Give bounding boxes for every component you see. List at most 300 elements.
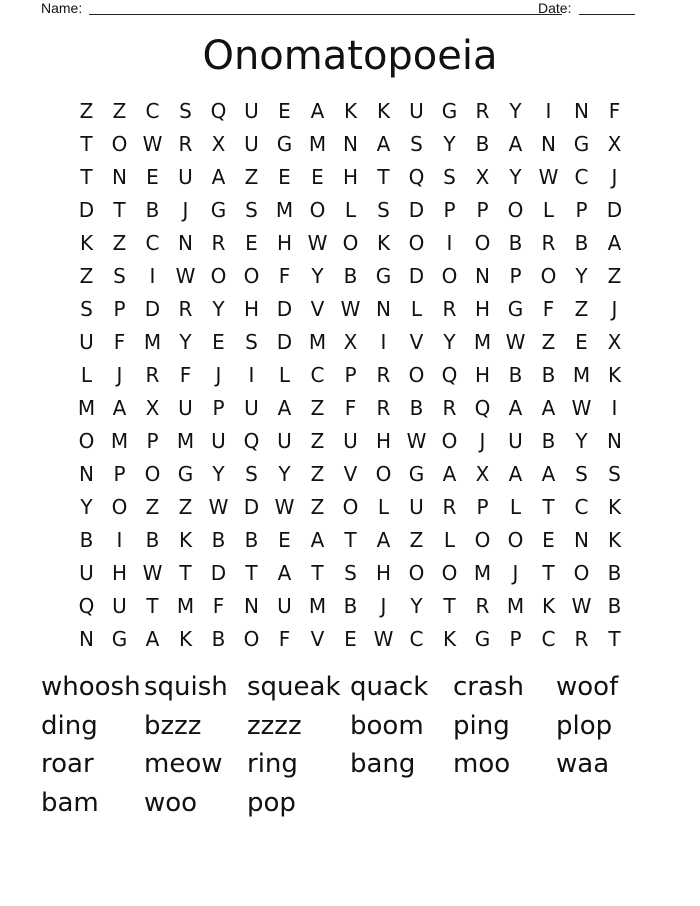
grid-letter: R [211, 231, 226, 255]
grid-letter: D [408, 198, 425, 222]
word-bank-item: zzzz [247, 710, 302, 741]
grid-letter: N [574, 99, 589, 123]
grid-letter: U [508, 429, 523, 453]
grid-letter: O [474, 231, 491, 255]
grid-letter: W [538, 165, 559, 189]
grid-letter: H [474, 363, 491, 387]
grid-letter: R [178, 297, 193, 321]
grid-letter: J [611, 297, 618, 321]
grid-letter: E [146, 165, 159, 189]
grid-row [70, 524, 630, 557]
date-label: Date: [538, 0, 572, 16]
word-bank-item: bam [41, 787, 99, 818]
grid-letter: D [606, 198, 623, 222]
word-bank-item: ping [453, 710, 510, 741]
grid-letter: N [112, 165, 127, 189]
grid-letter: X [475, 462, 490, 486]
grid-letter: L [278, 363, 291, 387]
grid-letter: K [178, 627, 193, 651]
grid-letter: Z [310, 396, 325, 420]
grid-letter: A [277, 396, 292, 420]
grid-letter: Z [541, 330, 556, 354]
grid-letter: W [373, 627, 394, 651]
grid-letter: W [307, 231, 328, 255]
grid-letter: P [509, 627, 522, 651]
grid-letter: Z [178, 495, 193, 519]
grid-letter: Z [79, 99, 94, 123]
grid-letter: S [245, 198, 258, 222]
grid-letter: U [79, 330, 94, 354]
grid-letter: T [542, 495, 555, 519]
grid-letter: L [443, 528, 456, 552]
grid-letter: J [215, 363, 222, 387]
grid-letter: H [474, 297, 491, 321]
grid-letter: F [179, 363, 192, 387]
word-bank-item: bzzz [144, 710, 202, 741]
grid-row [70, 128, 630, 161]
grid-letter: O [441, 264, 458, 288]
grid-letter: K [607, 528, 622, 552]
grid-letter: N [376, 297, 391, 321]
worksheet-header [41, 0, 635, 16]
grid-letter: U [244, 132, 259, 156]
grid-letter: A [508, 462, 523, 486]
grid-letter: P [113, 297, 126, 321]
grid-letter: U [343, 429, 358, 453]
grid-letter: O [441, 561, 458, 585]
grid-row [70, 623, 630, 656]
grid-letter: G [210, 198, 227, 222]
grid-letter: S [113, 264, 126, 288]
grid-letter: M [572, 363, 591, 387]
grid-letter: L [542, 198, 555, 222]
grid-letter: P [509, 264, 522, 288]
grid-letter: F [608, 99, 621, 123]
grid-letter: K [607, 495, 622, 519]
grid-letter: Y [575, 264, 588, 288]
grid-letter: P [443, 198, 456, 222]
grid-letter: D [408, 264, 425, 288]
grid-letter: B [409, 396, 424, 420]
grid-letter: H [243, 297, 260, 321]
word-bank-item: squeak [247, 672, 341, 702]
word-bank-item: bang [350, 749, 416, 779]
grid-letter: F [542, 297, 555, 321]
grid-letter: O [408, 363, 425, 387]
grid-letter: W [175, 264, 196, 288]
word-bank-item: woof [556, 672, 619, 702]
grid-letter: A [607, 231, 622, 255]
grid-letter: E [542, 528, 555, 552]
grid-letter: B [211, 627, 226, 651]
word-bank-item: whoosh [41, 672, 141, 702]
grid-letter: A [310, 528, 325, 552]
word-bank-row [41, 707, 681, 746]
date-line [579, 14, 635, 15]
grid-letter: W [505, 330, 526, 354]
grid-letter: R [145, 363, 160, 387]
grid-letter: I [149, 264, 156, 288]
grid-letter: Z [310, 429, 325, 453]
grid-letter: K [376, 99, 391, 123]
grid-letter: A [277, 561, 292, 585]
grid-letter: H [375, 561, 392, 585]
word-bank-item: crash [453, 672, 524, 702]
grid-letter: B [508, 363, 523, 387]
grid-letter: X [211, 132, 226, 156]
grid-letter: T [146, 594, 159, 618]
grid-letter: O [540, 264, 557, 288]
grid-row [70, 161, 630, 194]
grid-letter: B [244, 528, 259, 552]
grid-letter: P [344, 363, 357, 387]
grid-letter: X [343, 330, 358, 354]
grid-letter: F [278, 627, 291, 651]
grid-letter: N [244, 594, 259, 618]
grid-letter: Y [278, 462, 291, 486]
grid-letter: Y [443, 132, 456, 156]
grid-letter: N [607, 429, 622, 453]
grid-letter: L [344, 198, 357, 222]
grid-letter: A [541, 462, 556, 486]
grid-letter: H [342, 165, 359, 189]
grid-letter: E [278, 165, 291, 189]
grid-letter: Z [409, 528, 424, 552]
grid-letter: V [343, 462, 358, 486]
grid-letter: A [310, 99, 325, 123]
word-bank-item: ring [247, 749, 298, 779]
grid-letter: O [111, 132, 128, 156]
grid-letter: Y [311, 264, 324, 288]
grid-letter: N [475, 264, 490, 288]
grid-letter: E [278, 528, 291, 552]
grid-letter: O [342, 231, 359, 255]
grid-letter: O [375, 462, 392, 486]
grid-letter: C [574, 165, 589, 189]
grid-letter: R [442, 297, 457, 321]
grid-letter: X [607, 330, 622, 354]
grid-letter: Z [145, 495, 160, 519]
grid-letter: Z [244, 165, 259, 189]
grid-letter: W [142, 132, 163, 156]
grid-letter: U [244, 99, 259, 123]
grid-letter: D [210, 561, 227, 585]
grid-letter: Y [509, 165, 522, 189]
grid-letter: Y [443, 330, 456, 354]
grid-letter: B [541, 363, 556, 387]
grid-letter: T [377, 165, 390, 189]
grid-letter: O [342, 495, 359, 519]
grid-letter: G [441, 99, 458, 123]
grid-letter: S [443, 165, 456, 189]
grid-letter: O [309, 198, 326, 222]
grid-letter: S [245, 330, 258, 354]
grid-letter: B [343, 264, 358, 288]
word-bank-row [41, 668, 681, 707]
grid-letter: S [608, 462, 621, 486]
grid-row [70, 293, 630, 326]
grid-letter: N [79, 627, 94, 651]
grid-letter: O [474, 528, 491, 552]
grid-letter: Q [78, 594, 95, 618]
grid-letter: D [78, 198, 95, 222]
grid-letter: C [145, 99, 160, 123]
grid-letter: Y [80, 495, 93, 519]
grid-letter: A [508, 396, 523, 420]
grid-letter: B [343, 594, 358, 618]
grid-letter: O [243, 627, 260, 651]
grid-letter: Y [509, 99, 522, 123]
grid-letter: W [208, 495, 229, 519]
grid-letter: C [310, 363, 325, 387]
grid-letter: F [113, 330, 126, 354]
grid-letter: C [541, 627, 556, 651]
grid-letter: U [277, 594, 292, 618]
word-bank-item: roar [41, 749, 94, 779]
word-bank-item: meow [144, 749, 223, 779]
grid-letter: O [408, 561, 425, 585]
grid-row [70, 425, 630, 458]
grid-letter: B [475, 132, 490, 156]
grid-letter: U [112, 594, 127, 618]
grid-letter: J [512, 561, 519, 585]
grid-letter: B [508, 231, 523, 255]
grid-letter: P [146, 429, 159, 453]
grid-letter: C [574, 495, 589, 519]
grid-letter: C [145, 231, 160, 255]
grid-letter: R [475, 594, 490, 618]
grid-letter: L [410, 297, 423, 321]
grid-letter: O [210, 264, 227, 288]
grid-letter: S [179, 99, 192, 123]
grid-letter: B [211, 528, 226, 552]
grid-letter: O [441, 429, 458, 453]
grid-letter: N [79, 462, 94, 486]
grid-letter: X [475, 165, 490, 189]
grid-letter: Z [607, 264, 622, 288]
grid-letter: U [277, 429, 292, 453]
grid-letter: I [380, 330, 387, 354]
grid-letter: G [111, 627, 128, 651]
grid-letter: R [541, 231, 556, 255]
grid-letter: O [243, 264, 260, 288]
grid-letter: W [406, 429, 427, 453]
grid-letter: O [78, 429, 95, 453]
grid-letter: D [243, 495, 260, 519]
grid-letter: T [80, 132, 93, 156]
grid-letter: W [571, 396, 592, 420]
grid-letter: O [507, 528, 524, 552]
grid-letter: B [607, 594, 622, 618]
grid-letter: N [574, 528, 589, 552]
grid-letter: M [176, 429, 195, 453]
grid-letter: R [376, 363, 391, 387]
grid-letter: K [376, 231, 391, 255]
grid-letter: J [479, 429, 486, 453]
grid-letter: D [144, 297, 161, 321]
grid-letter: M [143, 330, 162, 354]
word-bank [41, 668, 681, 822]
grid-letter: G [375, 264, 392, 288]
grid-letter: F [278, 264, 291, 288]
grid-letter: M [308, 330, 327, 354]
name-label: Name: [41, 0, 83, 16]
grid-letter: U [244, 396, 259, 420]
grid-letter: J [182, 198, 189, 222]
grid-letter: Y [212, 462, 225, 486]
grid-letter: Q [210, 99, 227, 123]
grid-letter: I [611, 396, 618, 420]
grid-letter: B [145, 528, 160, 552]
grid-row [70, 95, 630, 128]
grid-letter: K [442, 627, 457, 651]
grid-letter: N [541, 132, 556, 156]
word-bank-item: moo [453, 749, 511, 779]
grid-row [70, 491, 630, 524]
grid-letter: C [409, 627, 424, 651]
name-line [89, 14, 562, 15]
word-bank-item: boom [350, 710, 424, 741]
grid-letter: K [607, 363, 622, 387]
grid-letter: A [376, 132, 391, 156]
grid-letter: I [545, 99, 552, 123]
grid-letter: E [311, 165, 324, 189]
grid-row [70, 557, 630, 590]
grid-letter: P [476, 198, 489, 222]
grid-row [70, 359, 630, 392]
grid-letter: E [212, 330, 225, 354]
grid-letter: Y [212, 297, 225, 321]
grid-letter: J [611, 165, 618, 189]
grid-letter: R [574, 627, 589, 651]
grid-letter: T [179, 561, 192, 585]
grid-letter: M [473, 561, 492, 585]
grid-letter: Z [310, 462, 325, 486]
grid-letter: B [607, 561, 622, 585]
grid-letter: M [308, 132, 327, 156]
grid-letter: E [575, 330, 588, 354]
grid-letter: E [344, 627, 357, 651]
grid-row [70, 194, 630, 227]
grid-letter: M [77, 396, 96, 420]
grid-letter: K [79, 231, 94, 255]
grid-letter: G [276, 132, 293, 156]
grid-letter: Z [310, 495, 325, 519]
grid-letter: Q [441, 363, 458, 387]
grid-letter: M [506, 594, 525, 618]
grid-letter: H [375, 429, 392, 453]
grid-letter: S [575, 462, 588, 486]
grid-letter: A [541, 396, 556, 420]
grid-letter: A [508, 132, 523, 156]
grid-letter: Q [408, 165, 425, 189]
grid-letter: O [111, 495, 128, 519]
grid-letter: L [509, 495, 522, 519]
grid-letter: M [275, 198, 294, 222]
grid-letter: Q [243, 429, 260, 453]
grid-letter: S [344, 561, 357, 585]
grid-letter: S [377, 198, 390, 222]
grid-row [70, 392, 630, 425]
grid-letter: R [442, 396, 457, 420]
grid-letter: S [410, 132, 423, 156]
grid-letter: Z [79, 264, 94, 288]
grid-letter: U [79, 561, 94, 585]
grid-letter: G [573, 132, 590, 156]
word-bank-item: quack [350, 672, 429, 702]
word-bank-item: woo [144, 787, 198, 818]
grid-letter: B [145, 198, 160, 222]
grid-letter: K [541, 594, 556, 618]
grid-letter: X [607, 132, 622, 156]
grid-letter: T [311, 561, 324, 585]
word-bank-item: ding [41, 710, 98, 741]
grid-letter: M [110, 429, 129, 453]
grid-letter: W [142, 561, 163, 585]
word-bank-item: waa [556, 749, 610, 779]
grid-letter: G [507, 297, 524, 321]
grid-row [70, 590, 630, 623]
grid-letter: Y [575, 429, 588, 453]
grid-letter: R [178, 132, 193, 156]
grid-letter: T [542, 561, 555, 585]
grid-letter: W [340, 297, 361, 321]
grid-letter: S [245, 462, 258, 486]
grid-letter: O [408, 231, 425, 255]
word-bank-item: squish [144, 672, 228, 702]
grid-letter: V [310, 297, 325, 321]
grid-letter: U [409, 99, 424, 123]
grid-letter: K [178, 528, 193, 552]
grid-row [70, 260, 630, 293]
grid-letter: J [116, 363, 123, 387]
grid-letter: J [380, 594, 387, 618]
grid-letter: U [409, 495, 424, 519]
grid-letter: I [446, 231, 453, 255]
grid-letter: L [377, 495, 390, 519]
grid-letter: T [608, 627, 621, 651]
grid-letter: Z [574, 297, 589, 321]
grid-letter: E [245, 231, 258, 255]
grid-row [70, 458, 630, 491]
grid-letter: H [276, 231, 293, 255]
grid-letter: A [442, 462, 457, 486]
grid-letter: P [212, 396, 225, 420]
grid-letter: G [408, 462, 425, 486]
grid-letter: W [571, 594, 592, 618]
grid-letter: F [344, 396, 357, 420]
grid-letter: V [310, 627, 325, 651]
grid-letter: N [343, 132, 358, 156]
grid-letter: M [308, 594, 327, 618]
grid-letter: R [442, 495, 457, 519]
grid-letter: Q [474, 396, 491, 420]
grid-letter: T [443, 594, 456, 618]
grid-letter: D [276, 297, 293, 321]
grid-letter: T [80, 165, 93, 189]
grid-letter: V [409, 330, 424, 354]
grid-letter: B [574, 231, 589, 255]
page-title: Onomatopoeia [202, 33, 498, 79]
grid-letter: Y [179, 330, 192, 354]
grid-letter: T [344, 528, 357, 552]
grid-letter: O [144, 462, 161, 486]
grid-letter: M [473, 330, 492, 354]
grid-letter: N [178, 231, 193, 255]
grid-letter: A [145, 627, 160, 651]
grid-letter: R [475, 99, 490, 123]
grid-letter: I [116, 528, 123, 552]
